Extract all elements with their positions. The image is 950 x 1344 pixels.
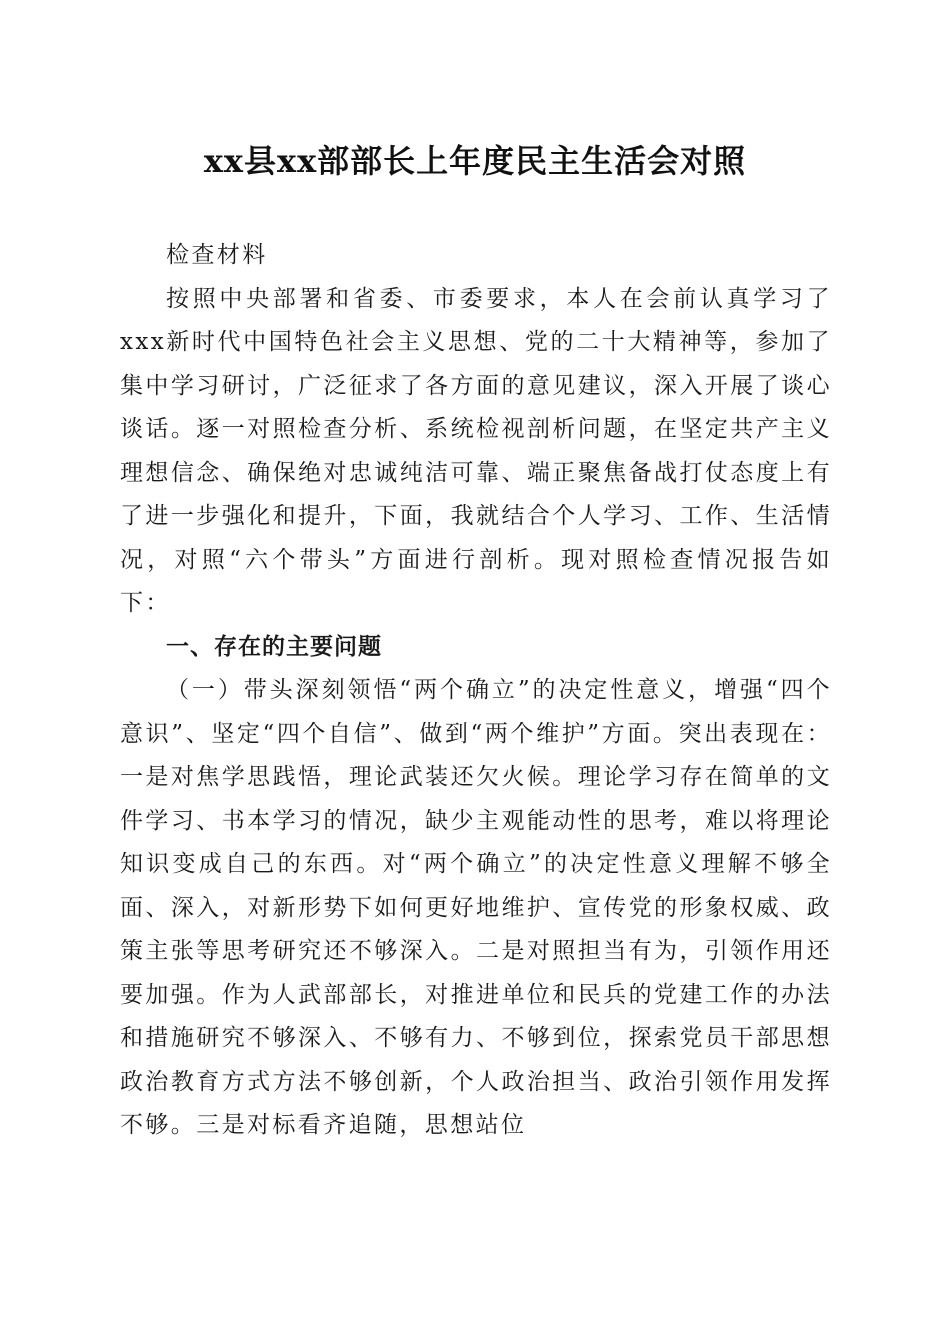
section-heading-main-problems: 一、存在的主要问题 [166,633,382,660]
subtitle-line: 检查材料 [166,242,268,268]
section-paragraph-1: （一）带头深刻领悟“两个确立”的决定性意义，增强“四个意识”、坚定“四个自信”、做到“两个维护”方面。突出表现在：一是对焦学思践悟，理论武装还欠火候。理论学习存在简单的文件学习、书本学习的情况，缺少主观能动性的思考，难以将理论知识变成自己的东西。对“两个确立”的决定性意义理解不够全面、深入，对新形势下如何更好地维护、宣传党的形象权威、政策主张等思考研究还不够深入。二是对照担当有为，引领作用还要加强。作为人武部部长，对推进单位和民兵的党建工作的办法和措施研究不够深入、不够有力、不够到位，探索党员干部思想政治教育方式方法不够创新，个人政治担当、政治引领作用发挥不够。三是对标看齐追随，思想站位 [120,677,832,1138]
intro-paragraph: 按照中央部署和省委、市委要求，本人在会前认真学习了xxx新时代中国特色社会主义思想、党的二十大精神等，参加了集中学习研讨，广泛征求了各方面的意见建议，深入开展了谈心谈话。逐一对照检查分析、系统检视剖析问题，在坚定共产主义理想信念、确保绝对忠诚纯洁可靠、端正聚焦备战打仗态度上有了进一步强化和提升，下面，我就结合个人学习、工作、生活情况，对照“六个带头”方面进行剖析。现对照检查情况报告如下： [120,285,832,616]
document-body [120,234,832,1148]
document-title: xx县xx部部长上年度民主生活会对照 [203,142,747,180]
